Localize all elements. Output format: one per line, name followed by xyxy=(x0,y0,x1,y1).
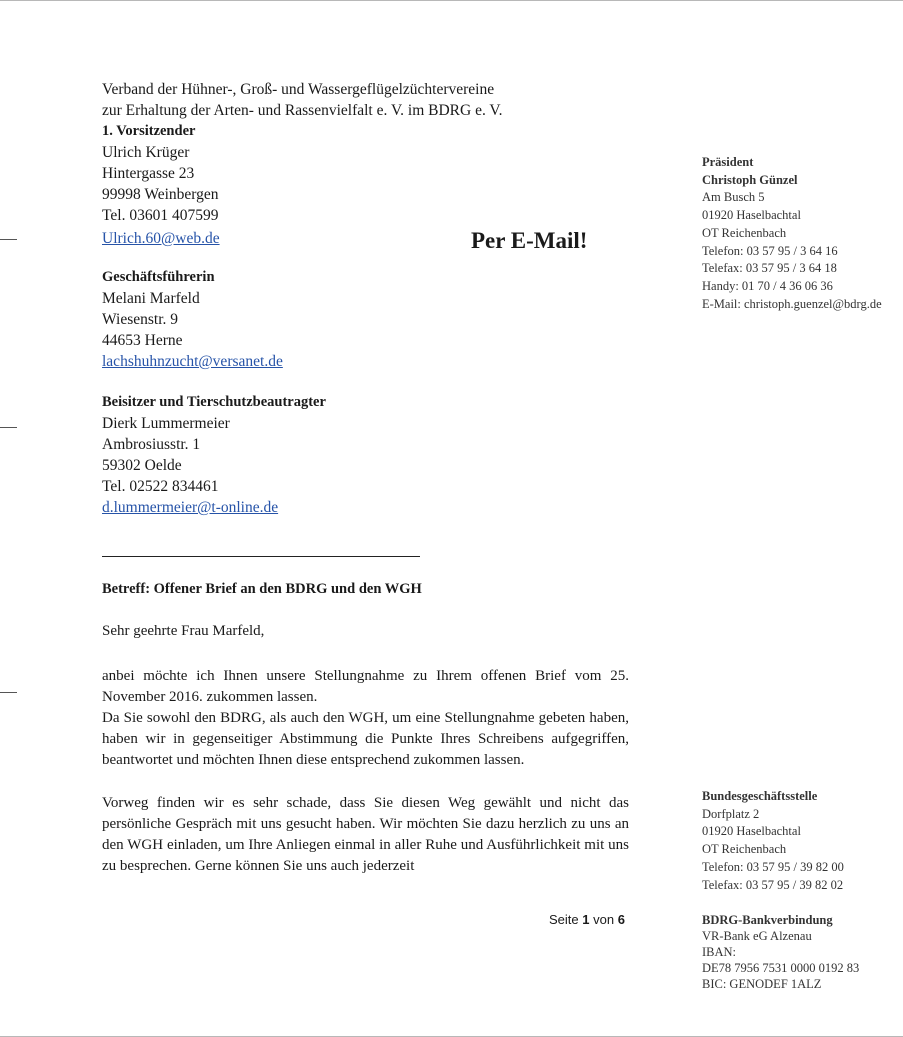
manager-email-link[interactable]: lachshuhnzucht@versanet.de xyxy=(102,353,283,370)
page-number xyxy=(549,912,625,927)
chair-street: Hintergasse 23 xyxy=(102,165,195,182)
punch-mark xyxy=(0,427,17,428)
office-district: OT Reichenbach xyxy=(702,842,787,857)
office-city: 01920 Haselbachtal xyxy=(702,824,801,839)
manager-name: Melani Marfeld xyxy=(102,290,200,307)
top-border xyxy=(0,0,903,1)
chair-title: 1. Vorsitzender xyxy=(102,123,196,139)
assessor-name: Dierk Lummermeier xyxy=(102,415,230,432)
separator-line xyxy=(102,556,420,557)
letter-subject: Betreff: Offener Brief an den BDRG und den WGH xyxy=(102,581,422,597)
page-current: 1 xyxy=(582,912,590,927)
page-total: 6 xyxy=(617,912,625,927)
bank-name: VR-Bank eG Alzenau xyxy=(702,929,812,943)
bank-details-block xyxy=(702,912,859,992)
office-phone: Telefon: 03 57 95 / 39 82 00 xyxy=(702,859,844,874)
bank-iban: DE78 7956 7531 0000 0192 83 xyxy=(702,961,860,975)
page-label: Seite xyxy=(549,912,579,927)
assessor-city: 59302 Oelde xyxy=(102,457,182,474)
fold-mark xyxy=(0,692,17,693)
chair-phone: Tel. 03601 407599 xyxy=(102,207,219,224)
assessor-street: Ambrosiusstr. 1 xyxy=(102,436,201,453)
president-street: Am Busch 5 xyxy=(702,190,765,205)
manager-street: Wiesenstr. 9 xyxy=(102,311,179,328)
per-email-heading: Per E-Mail! xyxy=(471,228,588,253)
assessor-email-link[interactable]: d.lummermeier@t-online.de xyxy=(102,499,279,516)
body-paragraph-3: Vorweg finden wir es sehr schade, dass Sie diesen Weg gewählt und nicht das persönliche Gespräch mit uns gesucht haben. Wir möchten Sie dazu herzlich zu uns an den WGH einladen, um Ihre Anliegen einmal in aller Ruhe und Ausführlichkeit mit uns zu besprechen. Gerne können Sie uns auch jederzeit xyxy=(102,795,629,874)
chair-name: Ulrich Krüger xyxy=(102,144,190,161)
assessor-title: Beisitzer und Tierschutzbeautragter xyxy=(102,394,326,410)
president-district: OT Reichenbach xyxy=(702,225,787,240)
sender-block xyxy=(102,79,662,518)
assessor-phone: Tel. 02522 834461 xyxy=(102,478,219,495)
president-contact-block xyxy=(702,154,882,313)
body-paragraph-2: Da Sie sowohl den BDRG, als auch den WGH, um eine Stellungnahme gebeten haben, haben wir in gegenseitiger Abstimmung die Punkte Ihres Schreibens aufgegriffen, beantwortet und möchten Ihnen diese entsprechend zukommen lassen. xyxy=(102,710,629,768)
office-title: Bundesgeschäftsstelle xyxy=(702,789,818,803)
spacer xyxy=(102,372,662,392)
chair-email-link[interactable]: Ulrich.60@web.de xyxy=(102,230,220,247)
letter-body xyxy=(102,666,629,877)
org-name-line1: Verband der Hühner-, Groß- und Wassergeflügelzüchtervereine xyxy=(102,81,495,98)
president-city: 01920 Haselbachtal xyxy=(702,208,801,223)
manager-title: Geschäftsführerin xyxy=(102,269,215,285)
fold-mark xyxy=(0,239,17,240)
page-of: von xyxy=(593,912,615,927)
body-paragraph-1: anbei möchte ich Ihnen unsere Stellungnahme zu Ihrem offenen Brief vom 25. November 2016. zukommen lassen. xyxy=(102,668,629,705)
bank-title: BDRG-Bankverbindung xyxy=(702,913,833,927)
president-title: Präsident xyxy=(702,155,754,169)
chair-city: 99998 Weinbergen xyxy=(102,186,219,203)
office-fax: Telefax: 03 57 95 / 39 82 02 xyxy=(702,877,844,892)
president-phone: Telefon: 03 57 95 / 3 64 16 xyxy=(702,243,838,258)
letter-salutation: Sehr geehrte Frau Marfeld, xyxy=(102,623,265,639)
office-contact-block xyxy=(702,788,844,894)
president-email: E-Mail: christoph.guenzel@bdrg.de xyxy=(702,296,882,311)
president-fax: Telefax: 03 57 95 / 3 64 18 xyxy=(702,261,837,276)
bank-iban-label: IBAN: xyxy=(702,945,737,959)
bank-bic: BIC: GENODEF 1ALZ xyxy=(702,977,822,991)
org-name-line2: zur Erhaltung der Arten- und Rassenvielfalt e. V. im BDRG e. V. xyxy=(102,102,503,119)
office-street: Dorfplatz 2 xyxy=(702,806,760,821)
president-name: Christoph Günzel xyxy=(702,172,798,187)
manager-city: 44653 Herne xyxy=(102,332,183,349)
president-mobile: Handy: 01 70 / 4 36 06 36 xyxy=(702,278,833,293)
